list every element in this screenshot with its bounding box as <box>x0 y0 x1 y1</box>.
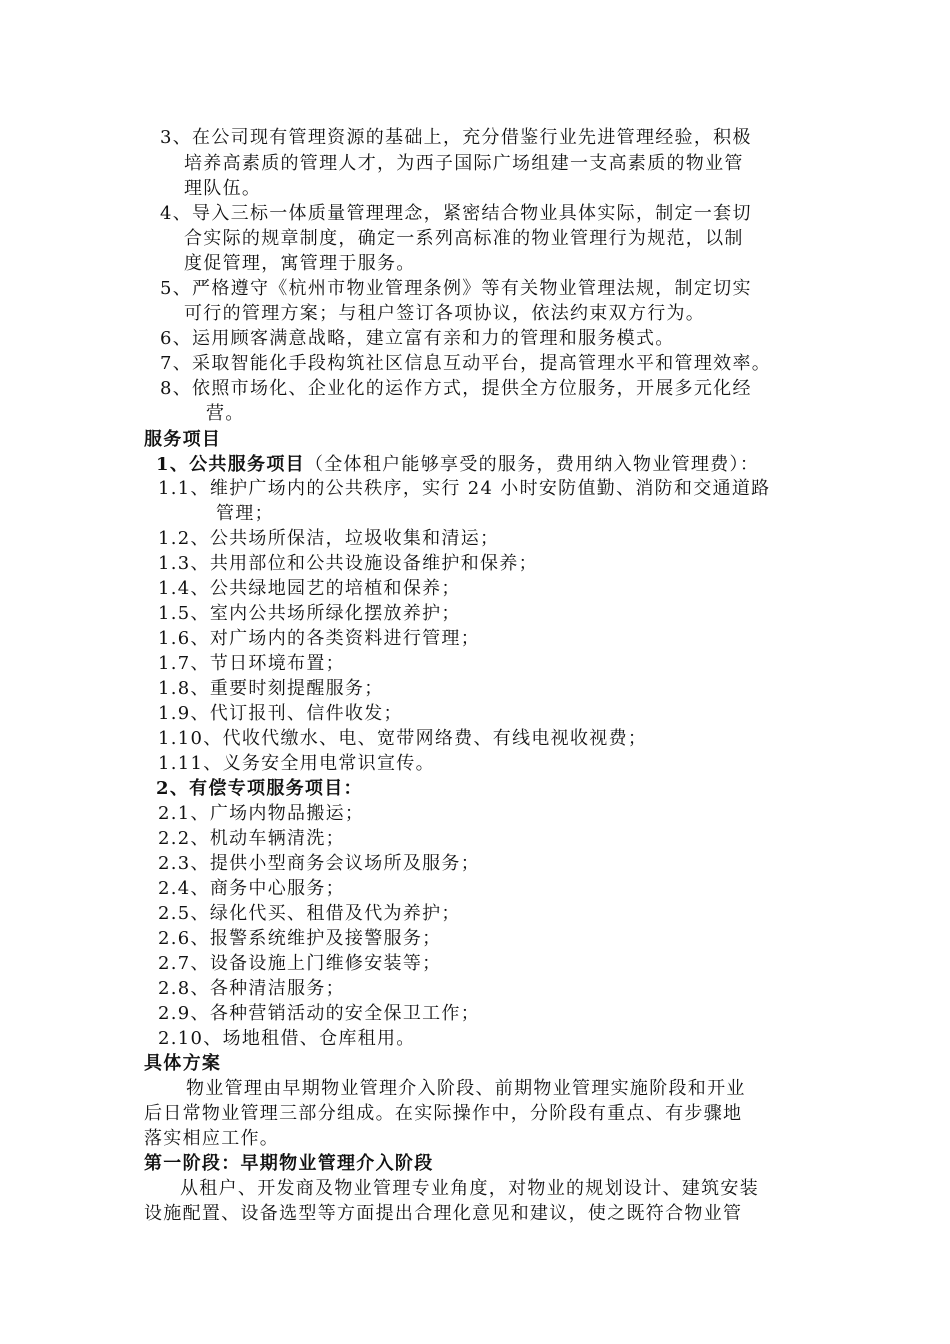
plan-para-line-3: 落实相应工作。 <box>144 1128 280 1149</box>
stage1-line-1: 从租户、开发商及物业管理专业角度，对物业的规划设计、建筑安装 <box>180 1178 759 1199</box>
paid-item-2-2: 2.2、机动车辆清洗； <box>158 828 345 849</box>
stage1-heading: 第一阶段：早期物业管理介入阶段 <box>144 1153 434 1174</box>
public-item-1-8: 1.8、重要时刻提醒服务； <box>158 678 384 699</box>
plan-para-line-1: 物业管理由早期物业管理介入阶段、前期物业管理实施阶段和开业 <box>186 1078 746 1099</box>
paid-item-2-3: 2.3、提供小型商务会议场所及服务； <box>158 853 481 874</box>
paid-item-2-6: 2.6、报警系统维护及接警服务； <box>158 928 442 949</box>
item-7-line-1: 7、采取智能化手段构筑社区信息互动平台，提高管理水平和管理效率。 <box>160 353 772 374</box>
paid-item-2-1: 2.1、广场内物品搬运； <box>158 803 365 824</box>
public-item-1-1-cont: 管理； <box>216 503 274 524</box>
public-item-1-4: 1.4、公共绿地园艺的培植和保养； <box>158 578 461 599</box>
public-item-1-6: 1.6、对广场内的各类资料进行管理； <box>158 628 481 649</box>
public-item-1-1: 1.1、维护广场内的公共秩序，实行 24 小时安防值勤、消防和交通道路 <box>158 478 771 499</box>
item-8-line-2: 营。 <box>206 403 245 424</box>
paid-item-2-10: 2.10、场地租借、仓库租用。 <box>158 1028 416 1049</box>
public-item-1-5: 1.5、室内公共场所绿化摆放养护； <box>158 603 461 624</box>
stage1-line-2: 设施配置、设备选型等方面提出合理化意见和建议，使之既符合物业管 <box>144 1203 743 1224</box>
item-3-line-2: 培养高素质的管理人才，为西子国际广场组建一支高素质的物业管 <box>184 153 744 174</box>
public-services-title <box>156 453 759 477</box>
public-item-1-2: 1.2、公共场所保洁，垃圾收集和清运； <box>158 528 500 549</box>
public-item-1-9: 1.9、代订报刊、信件收发； <box>158 703 403 724</box>
item-6-line-1: 6、运用顾客满意战略，建立富有亲和力的管理和服务模式。 <box>160 328 675 349</box>
item-3-line-1: 3、在公司现有管理资源的基础上，充分借鉴行业先进管理经验，积极 <box>160 127 752 148</box>
public-item-1-10: 1.10、代收代缴水、电、宽带网络费、有线电视收视费； <box>158 728 648 749</box>
services-heading: 服务项目 <box>144 429 222 450</box>
item-4-line-3: 度促管理，寓管理于服务。 <box>184 253 416 274</box>
paid-item-2-7: 2.7、设备设施上门维修安装等； <box>158 953 442 974</box>
item-5-line-1: 5、严格遵守《杭州市物业管理条例》等有关物业管理法规，制定切实 <box>160 278 752 299</box>
plan-heading: 具体方案 <box>144 1053 222 1074</box>
paid-services-title: 2、有偿专项服务项目： <box>156 778 363 799</box>
public-item-1-7: 1.7、节日环境布置； <box>158 653 345 674</box>
paid-item-2-5: 2.5、绿化代买、租借及代为养护； <box>158 903 461 924</box>
item-3-line-3: 理队伍。 <box>184 178 262 199</box>
paid-item-2-9: 2.9、各种营销活动的安全保卫工作； <box>158 1003 481 1024</box>
public-item-1-11: 1.11、义务安全用电常识宣传。 <box>158 753 435 774</box>
item-4-line-2: 合实际的规章制度，确定一系列高标准的物业管理行为规范，以制 <box>184 228 744 249</box>
paid-item-2-4: 2.4、商务中心服务； <box>158 878 345 899</box>
public-services-title-note: （全体租户能够享受的服务，费用纳入物业管理费）： <box>304 454 760 475</box>
public-item-1-3: 1.3、共用部位和公共设施设备维护和保养； <box>158 553 538 574</box>
plan-para-line-2: 后日常物业管理三部分组成。在实际操作中，分阶段有重点、有步骤地 <box>144 1103 743 1124</box>
item-4-line-1: 4、导入三标一体质量管理理念，紧密结合物业具体实际，制定一套切 <box>160 203 752 224</box>
item-5-line-2: 可行的管理方案；与租户签订各项协议，依法约束双方行为。 <box>184 303 706 324</box>
item-8-line-1: 8、依照市场化、企业化的运作方式，提供全方位服务，开展多元化经 <box>160 378 752 399</box>
public-services-title-bold: 1、公共服务项目 <box>156 454 305 475</box>
paid-item-2-8: 2.8、各种清洁服务； <box>158 978 345 999</box>
